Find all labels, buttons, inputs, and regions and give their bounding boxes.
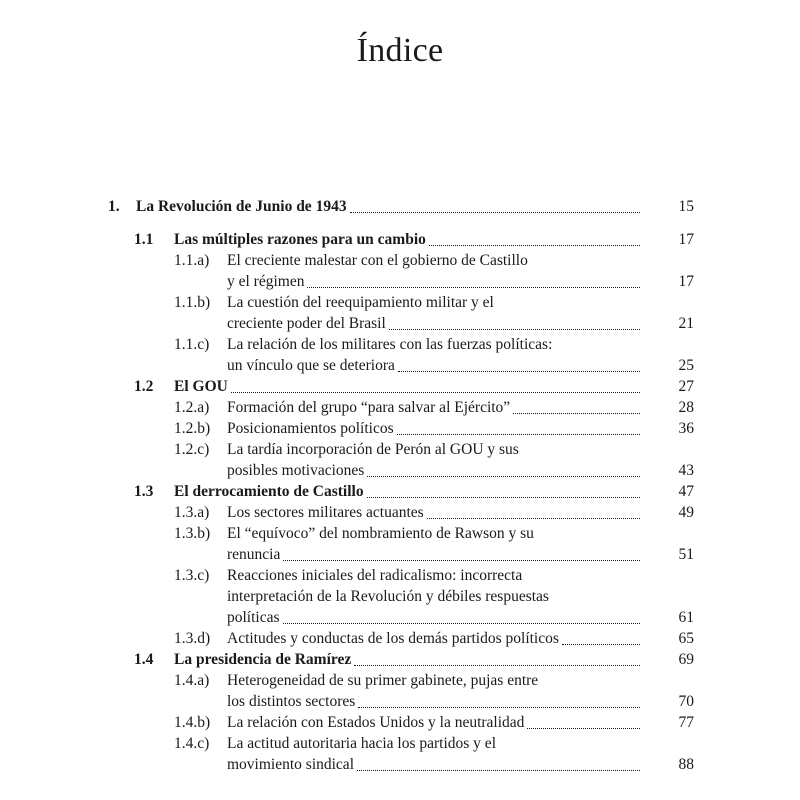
dot-leader: [562, 640, 640, 645]
subsection-line: Formación del grupo “para salvar al Ejército”: [227, 399, 511, 416]
subsection-line: Posicionamientos políticos: [227, 420, 394, 437]
section-title: El GOU: [174, 378, 228, 395]
subsection-page: 49: [678, 504, 694, 521]
dot-leader: [350, 208, 640, 213]
subsection-page: 43: [678, 462, 694, 479]
subsection-number: 1.1.a): [174, 252, 210, 269]
section-title: Las múltiples razones para un cambio: [174, 231, 426, 248]
chapter-title: La Revolución de Junio de 1943: [136, 198, 347, 215]
subsection-line: Reacciones iniciales del radicalismo: incorrecta: [227, 567, 523, 584]
subsection-number: 1.1.c): [174, 336, 210, 353]
subsection-line: políticas: [227, 609, 280, 626]
section-title: La presidencia de Ramírez: [174, 651, 352, 668]
section-number: 1.4: [134, 651, 154, 668]
subsection-line: Heterogeneidad de su primer gabinete, pujas entre: [227, 672, 539, 689]
subsection-page: 36: [678, 420, 694, 437]
subsection-line: La relación con Estados Unidos y la neutralidad: [227, 714, 525, 731]
dot-leader: [231, 388, 640, 393]
subsection-page: 65: [678, 630, 694, 647]
subsection-number: 1.3.b): [174, 525, 211, 542]
dot-leader: [389, 325, 640, 330]
subsection-line: movimiento sindical: [227, 756, 354, 773]
subsection-number: 1.4.b): [174, 714, 211, 731]
subsection-line: posibles motivaciones: [227, 462, 365, 479]
subsection-page: 51: [678, 546, 694, 563]
dot-leader: [513, 409, 640, 414]
chapter-number: 1.: [108, 198, 120, 215]
section-page: 27: [678, 378, 694, 395]
section-number: 1.2: [134, 378, 154, 395]
subsection-page: 88: [678, 756, 694, 773]
subsection-number: 1.2.c): [174, 441, 210, 458]
dot-leader: [307, 283, 640, 288]
dot-leader: [429, 241, 640, 246]
section-number: 1.1: [134, 231, 154, 248]
subsection-line: La actitud autoritaria hacia los partidos y el: [227, 735, 496, 752]
dot-leader: [358, 703, 640, 708]
section-title: El derrocamiento de Castillo: [174, 483, 364, 500]
subsection-page: 21: [678, 315, 694, 332]
dot-leader: [357, 766, 640, 771]
subsection-number: 1.3.d): [174, 630, 211, 647]
page-title: Índice: [356, 32, 444, 69]
dot-leader: [354, 661, 640, 666]
subsection-line: La relación de los militares con las fuerzas políticas:: [227, 336, 553, 353]
subsection-page: 70: [678, 693, 694, 710]
subsection-line: El creciente malestar con el gobierno de Castillo: [227, 252, 528, 269]
dot-leader: [427, 514, 640, 519]
subsection-line: los distintos sectores: [227, 693, 356, 710]
subsection-page: 25: [678, 357, 694, 374]
section-page: 47: [678, 483, 694, 500]
subsection-number: 1.2.a): [174, 399, 210, 416]
dot-leader: [367, 472, 640, 477]
subsection-page: 61: [678, 609, 694, 626]
subsection-number: 1.3.c): [174, 567, 210, 584]
subsection-number: 1.4.a): [174, 672, 210, 689]
section-page: 69: [678, 651, 694, 668]
subsection-number: 1.4.c): [174, 735, 210, 752]
dot-leader: [283, 556, 640, 561]
subsection-line: un vínculo que se deteriora: [227, 357, 395, 374]
chapter-page: 15: [678, 198, 694, 215]
subsection-line: renuncia: [227, 546, 281, 563]
subsection-number: 1.2.b): [174, 420, 211, 437]
subsection-line: Actitudes y conductas de los demás partidos políticos: [227, 630, 559, 647]
subsection-page: 77: [678, 714, 694, 731]
subsection-page: 28: [678, 399, 694, 416]
subsection-line: Los sectores militares actuantes: [227, 504, 424, 521]
subsection-line: El “equívoco” del nombramiento de Rawson y su: [227, 525, 534, 542]
subsection-line: La tardía incorporación de Perón al GOU y sus: [227, 441, 519, 458]
dot-leader: [283, 619, 640, 624]
subsection-line: interpretación de la Revolución y débiles respuestas: [227, 588, 549, 605]
dot-leader: [367, 493, 640, 498]
dot-leader: [398, 367, 640, 372]
dot-leader: [527, 724, 640, 729]
dot-leader: [397, 430, 640, 435]
subsection-line: creciente poder del Brasil: [227, 315, 386, 332]
subsection-line: y el régimen: [227, 273, 305, 290]
subsection-number: 1.3.a): [174, 504, 210, 521]
subsection-number: 1.1.b): [174, 294, 211, 311]
subsection-line: La cuestión del reequipamiento militar y el: [227, 294, 494, 311]
section-number: 1.3: [134, 483, 154, 500]
subsection-page: 17: [678, 273, 694, 290]
section-page: 17: [678, 231, 694, 248]
